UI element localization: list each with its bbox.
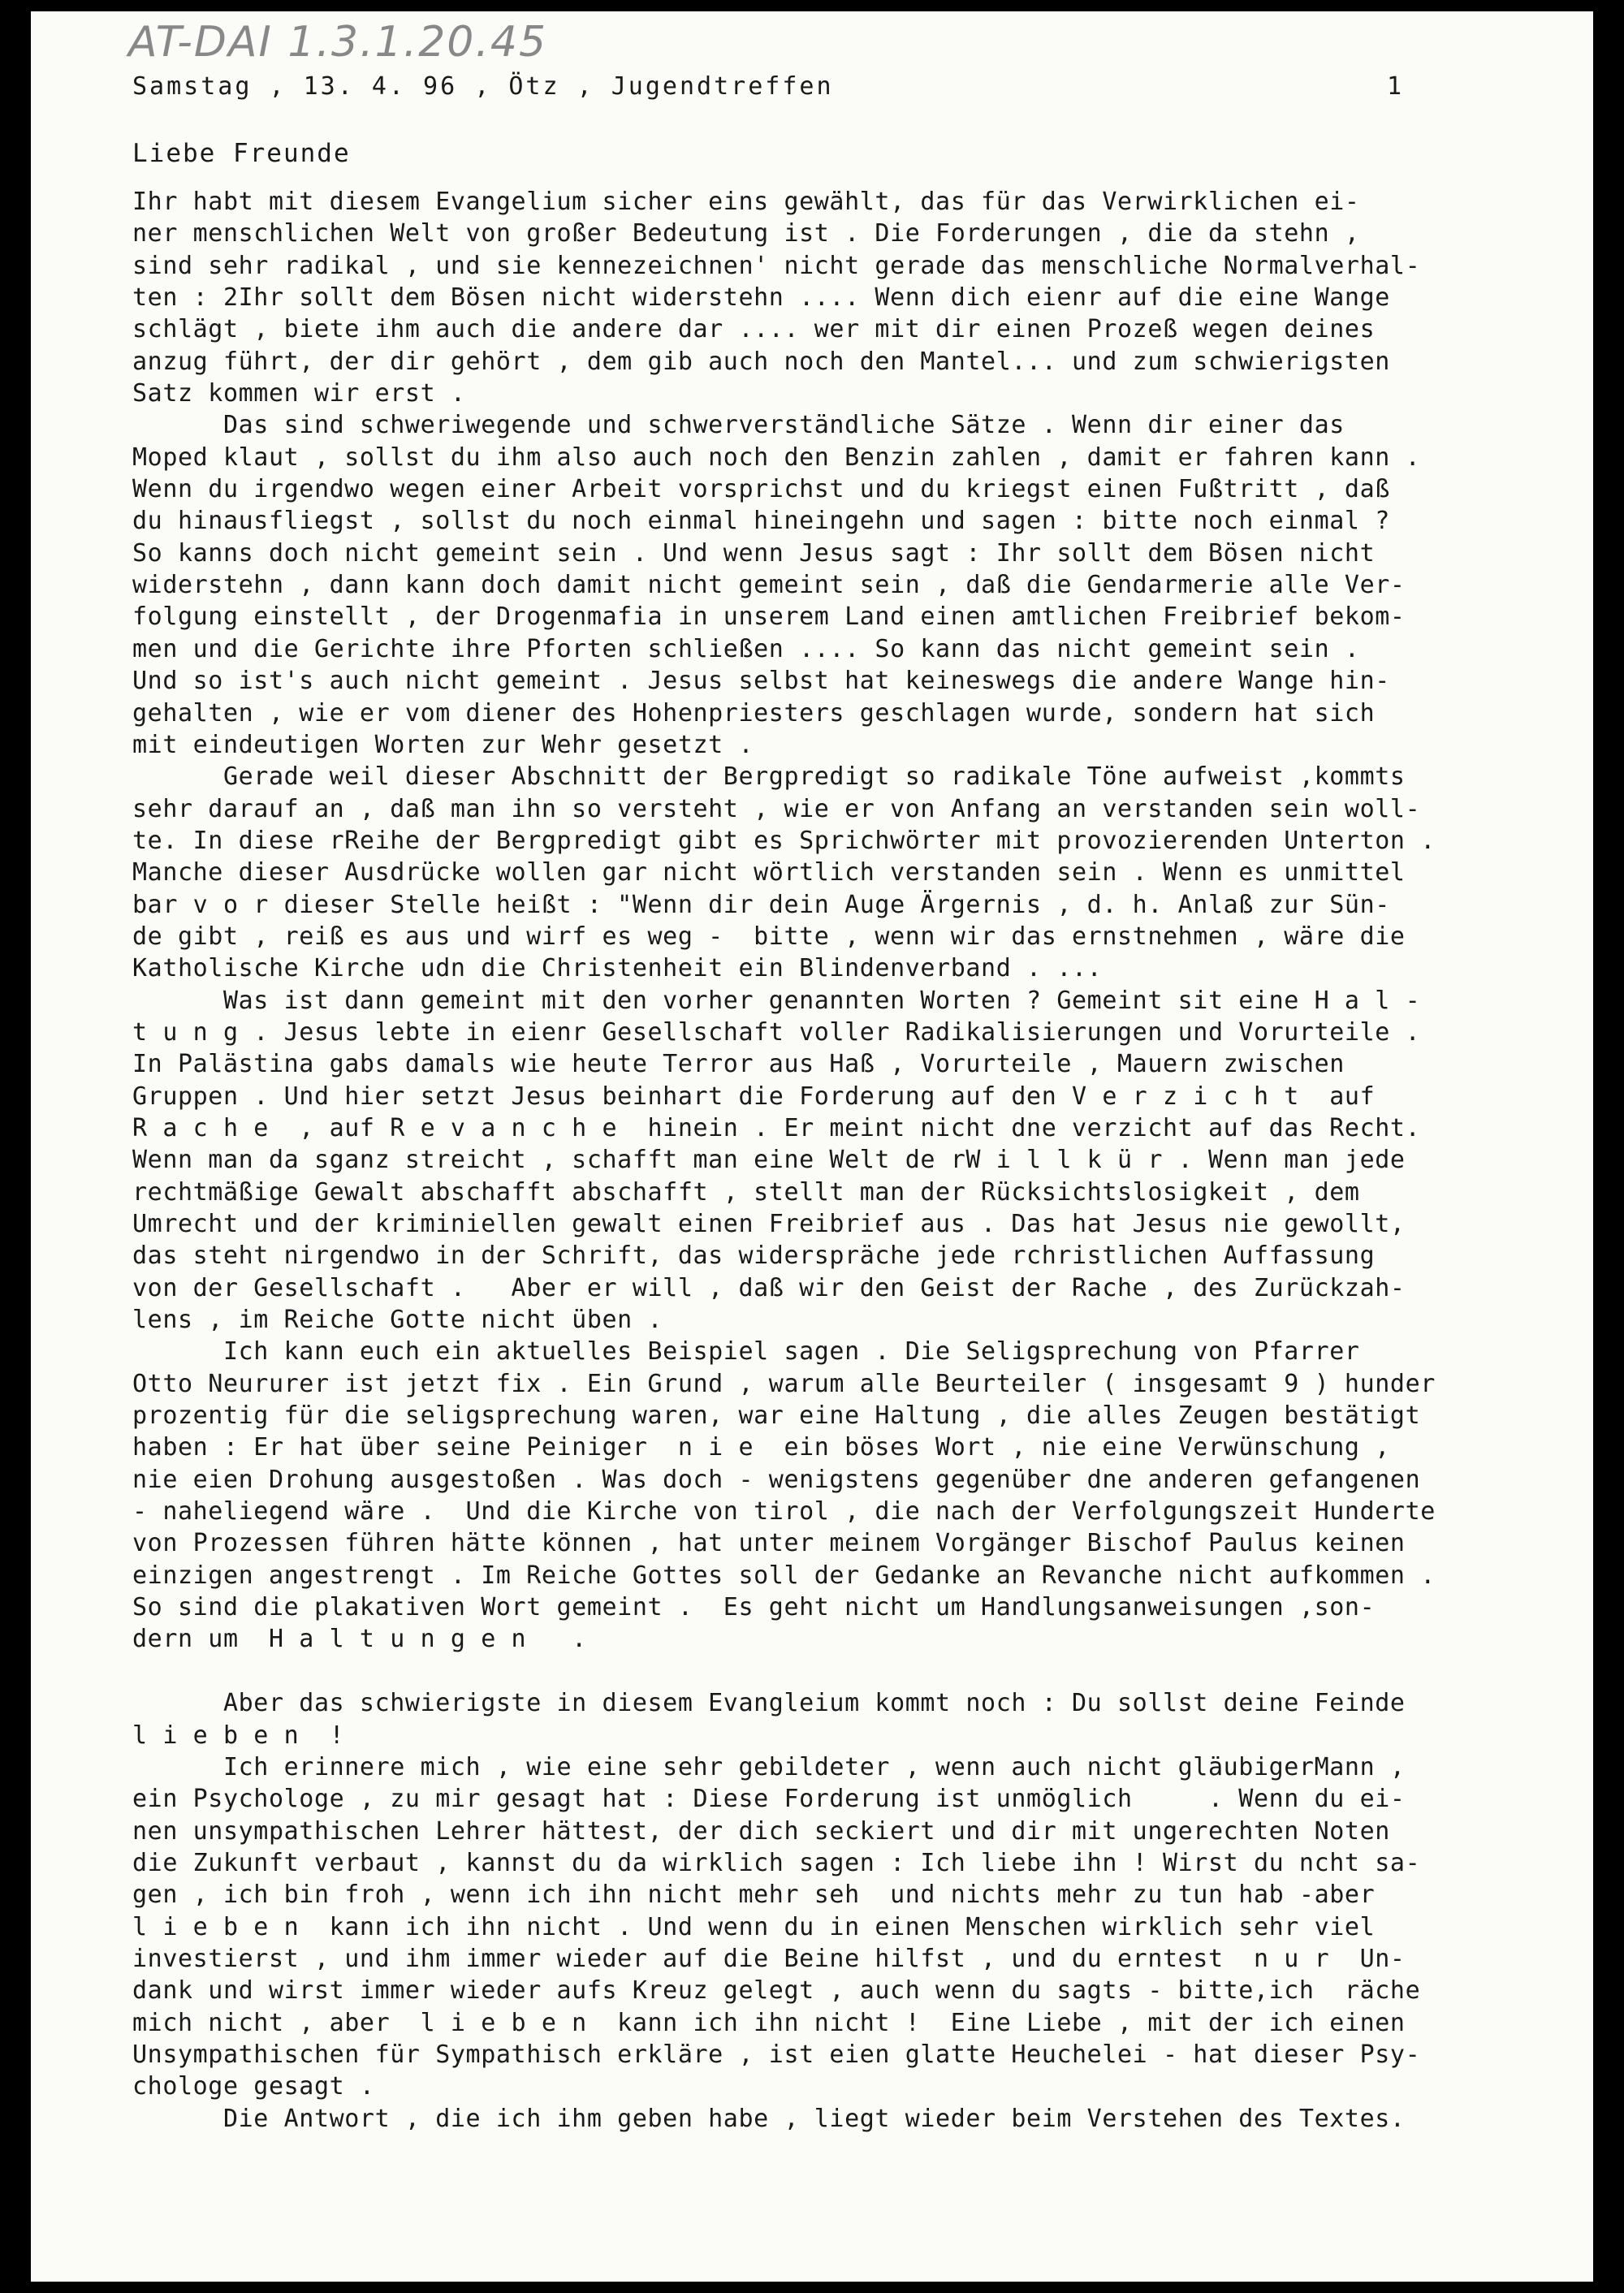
text-line: chologe gesagt . [132,2072,375,2101]
text-line: widerstehn , dann kann doch damit nicht gemeint sein , daß die Gendarmerie alle Ver- [132,571,1406,600]
text-line: Wenn du irgendwo wegen einer Arbeit vorsprichst und du kriegst einen Fußtritt , daß [132,475,1390,504]
text-line: Aber das schwierigste in diesem Evangleium kommt noch : Du sollst deine Feinde [132,1689,1406,1718]
text-line: du hinausfliegst , sollst du noch einmal hineingehn und sagen : bitte noch einmal ? [132,507,1390,536]
text-line: R a c h e , auf R e v a n c h e hinein . Er meint nicht dne verzicht auf das Recht. [132,1113,1421,1142]
text-line: Unsympathischen für Sympathisch erkläre , ist eien glatte Heuchelei - hat dieser Psy- [132,2040,1421,2069]
text-line: dank und wirst immer wieder aufs Kreuz gelegt , auch wenn du sagts - bitte,ich räche [132,1976,1421,2006]
text-line: ten : 2Ihr sollt dem Bösen nicht widerstehn .... Wenn dich eienr auf die eine Wange [132,283,1390,313]
text-line: Katholische Kirche udn die Christenheit ein Blindenverband . ... [132,954,1103,983]
text-line: ein Psychologe , zu mir gesagt hat : Diese Forderung ist unmöglich . Wenn du ei- [132,1785,1406,1814]
text-line: Gruppen . Und hier setzt Jesus beinhart die Forderung auf den V e r z i c h t auf [132,1082,1376,1111]
text-line: sehr darauf an , daß man ihn so versteht , wie er von Anfang an verstanden sein woll- [132,794,1421,823]
text-line: anzug führt, der dir gehört , dem gib auch noch den Mantel... und zum schwierigsten [132,347,1390,376]
text-line: investierst , und ihm immer wieder auf die Beine hilfst , und du erntest n u r Un- [132,1944,1406,1973]
text-line: von Prozessen führen hätte können , hat unter meinem Vorgänger Bischof Paulus keinen [132,1529,1406,1558]
text-line: men und die Gerichte ihre Pforten schließen .... So kann das nicht gemeint sein . [132,634,1360,663]
text-line: haben : Er hat über seine Peiniger n i e ein böses Wort , nie eine Verwünschung , [132,1433,1390,1462]
text-line: gehalten , wie er vom diener des Hohenpriesters geschlagen wurde, sondern hat sich [132,698,1376,728]
text-line: gen , ich bin froh , wenn ich ihn nicht mehr seh und nichts mehr zu tun hab -aber [132,1881,1376,1910]
document-page [31,11,1593,2282]
text-line: Ich erinnere mich , wie eine sehr gebildeter , wenn auch nicht gläubigerMann , [132,1752,1406,1781]
text-line: rechtmäßige Gewalt abschafft abschafft , stellt man der Rücksichtslosigkeit , dem [132,1177,1360,1207]
text-line: In Palästina gabs damals wie heute Terror aus Haß , Vorurteile , Mauern zwischen [132,1050,1345,1079]
salutation: Liebe Freunde [132,139,351,168]
text-line: lens , im Reiche Gotte nicht üben . [132,1306,663,1335]
text-line: nie eien Drohung ausgestoßen . Was doch - wenigstens gegenüber dne anderen gefangenen [132,1465,1421,1494]
text-line: Manche dieser Ausdrücke wollen gar nicht wörtlich verstanden sein . Wenn es unmittel [132,858,1406,887]
text-line: Und so ist's auch nicht gemeint . Jesus selbst hat keineswegs die andere Wange hin- [132,667,1390,696]
text-line: mit eindeutigen Worten zur Wehr gesetzt . [132,730,754,759]
text-line: das steht nirgendwo in der Schrift, das widerspräche jede rchristlichen Auffassung [132,1242,1376,1271]
text-line [132,1656,1529,1687]
text-line: prozentig für die seligsprechung waren, war eine Haltung , die alles Zeugen bestätigt [132,1401,1421,1431]
text-line: die Zukunft verbaut , kannst du da wirklich sagen : Ich liebe ihn ! Wirst du ncht sa- [132,1848,1421,1877]
text-line: te. In diese rReihe der Bergpredigt gibt es Sprichwörter mit provozierenden Unterton . [132,826,1436,855]
page-number: 1 [1387,72,1402,101]
text-line: Die Antwort , die ich ihm geben habe , liegt wieder beim Verstehen des Textes. [132,2104,1406,2133]
text-line: folgung einstellt , der Drogenmafia in unserem Land einen amtlichen Freibrief bekom- [132,602,1406,632]
text-line: l i e b e n kann ich ihn nicht . Und wenn du in einen Menschen wirklich sehr viel [132,1912,1376,1941]
text-line: Ihr habt mit diesem Evangelium sicher eins gewählt, das für das Verwirklichen ei- [132,188,1360,216]
text-line: einzigen angestrengt . Im Reiche Gottes soll der Gedanke an Revanche nicht aufkommen . [132,1561,1436,1590]
text-line: Gerade weil dieser Abschnitt der Bergpredigt so radikale Töne aufweist ,kommts [132,762,1406,792]
archive-signature: AT-DAI 1.3.1.20.45 [128,18,548,67]
text-line: So sind die plakativen Wort gemeint . Es geht nicht um Handlungsanweisungen ,son- [132,1593,1376,1622]
text-line: sind sehr radikal , und sie kennezeichnen' nicht gerade das menschliche Normalverhal- [132,251,1421,280]
text-line: So kanns doch nicht gemeint sein . Und wenn Jesus sagt : Ihr sollt dem Bösen nicht [132,538,1376,568]
text-line: Was ist dann gemeint mit den vorher genannten Worten ? Gemeint sit eine H a l - [132,986,1421,1015]
text-line: l i e b e n ! [132,1721,345,1750]
text-line: Satz kommen wir erst . [132,379,466,408]
text-line: mich nicht , aber l i e b e n kann ich ihn nicht ! Eine Liebe , mit der ich einen [132,2008,1406,2037]
header-line: Samstag , 13. 4. 96 , Ötz , Jugendtreffen [132,72,834,101]
text-line: Ich kann euch ein aktuelles Beispiel sagen . Die Seligsprechung von Pfarrer [132,1337,1360,1367]
text-line: t u n g . Jesus lebte in eienr Gesellschaft voller Radikalisierungen und Vorurteile . [132,1017,1421,1047]
text-line: dern um H a l t u n g e n . [132,1625,587,1654]
text-line: nen unsympathischen Lehrer hättest, der dich seckiert und dir mit ungerechten Noten [132,1816,1390,1846]
text-line: bar v o r dieser Stelle heißt : "Wenn dir dein Auge Ärgernis , d. h. Anlaß zur Sün- [132,890,1390,919]
text-line: Umrecht und der kriminiellen gewalt einen Freibrief aus . Das hat Jesus nie gewollt, [132,1210,1406,1238]
text-line: von der Gesellschaft . Aber er will , daß wir den Geist der Rache , des Zurückzah- [132,1273,1406,1302]
body-text [132,186,1529,2135]
text-line: - naheliegend wäre . Und die Kirche von tirol , die nach der Verfolgungszeit Hunderte [132,1497,1436,1527]
text-line: Wenn man da sganz streicht , schafft man eine Welt de rW i l l k ü r . Wenn man jede [132,1146,1406,1175]
text-line: ner menschlichen Welt von großer Bedeutung ist . Die Forderungen , die da stehn , [132,219,1360,248]
text-line: de gibt , reiß es aus und wirf es weg - bitte , wenn wir das ernstnehmen , wäre die [132,922,1406,951]
text-line: Moped klaut , sollst du ihm also auch noch den Benzin zahlen , damit er fahren kann . [132,443,1421,472]
text-line: Das sind schweriwegende und schwerverständliche Sätze . Wenn dir einer das [132,411,1345,440]
text-line: Otto Neururer ist jetzt fix . Ein Grund , warum alle Beurteiler ( insgesamt 9 ) hunder [132,1369,1436,1398]
text-line: schlägt , biete ihm auch die andere dar .... wer mit dir einen Prozeß wegen deines [132,315,1376,344]
